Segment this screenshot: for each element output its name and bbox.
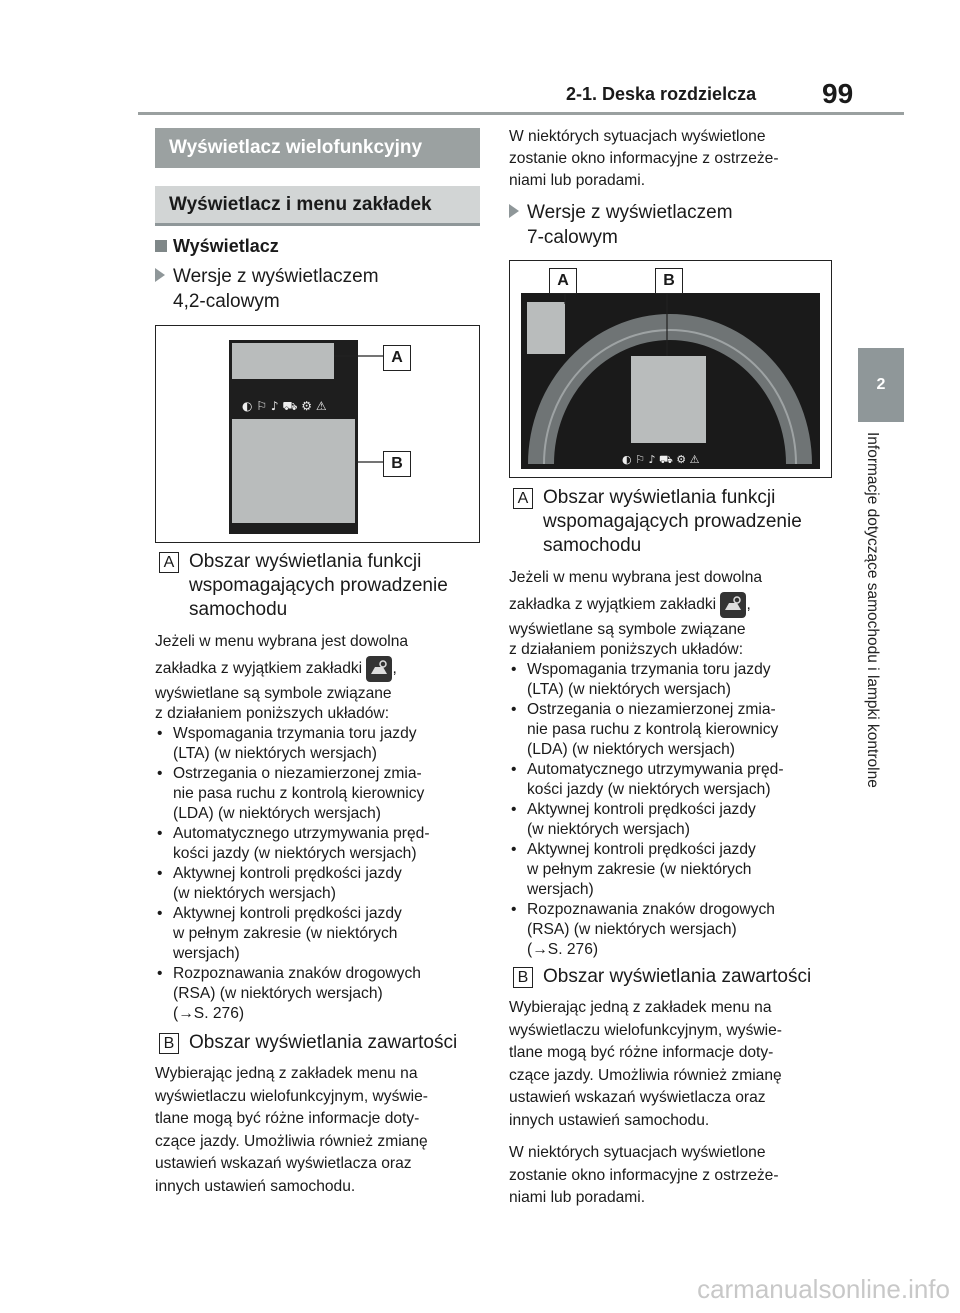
triangle-bullet-icon <box>155 268 165 282</box>
page-number: 99 <box>822 78 854 109</box>
callout-b: B <box>383 451 411 477</box>
list-item: • Aktywnej kontroli prędkości jazdy (w niektórych wersjach) <box>155 864 485 904</box>
figure-display-42 <box>155 325 480 543</box>
list-item: • Automatycznego utrzymywania pręd- kości jazdy (w niektórych wersjach) <box>155 824 485 864</box>
section-title-bar: Wyświetlacz wielofunkcyjny <box>155 128 480 168</box>
list-item: • Wspomagania trzymania toru jazdy (LTA) (w niektórych wersjach) <box>155 724 485 764</box>
figure-display-7 <box>509 260 832 478</box>
triangle-bullet-icon <box>509 204 519 218</box>
letter-b-box: B <box>513 967 533 988</box>
letter-b-box: B <box>159 1033 179 1054</box>
watermark-text: carmanualsonline.info <box>697 1274 950 1304</box>
version-heading-42: Wersje z wyświetlaczem 4,2-calowym <box>155 264 379 314</box>
version-heading-7: Wersje z wyświetlaczem 7-calowym <box>509 200 733 250</box>
square-bullet-icon <box>155 240 167 252</box>
systems-list <box>155 724 485 1024</box>
letter-a-box: A <box>513 488 533 509</box>
svg-text:◐ ⚐ ♪ ⛟ ⚙ ⚠: ◐ ⚐ ♪ ⛟ ⚙ ⚠ <box>242 399 327 413</box>
svg-text:◐ ⚐ ♪ ⛟ ⚙ ⚠: ◐ ⚐ ♪ ⛟ ⚙ ⚠ <box>622 453 700 466</box>
callout-a: A <box>549 268 577 294</box>
list-item: • Rozpoznawania znaków drogowych (RSA) (w niektórych wersjach) (→S. 276) <box>509 900 844 960</box>
letter-a-box: A <box>159 552 179 573</box>
list-item: • Wspomagania trzymania toru jazdy (LTA) (w niektórych wersjach) <box>509 660 844 700</box>
chapter-tab: 2 <box>858 348 904 422</box>
intro-paragraph: W niektórych sytuacjach wyświetlone zostanie okno informacyjne z ostrzeże- niami lub poradami. <box>509 128 779 189</box>
item-a-right: A Obszar wyświetlania funkcji wspomagających prowadzenie samochodu Jeżeli w menu wybrana jest dowolna zakładka z wyjątkiem zakładki , wyświetlane są symbole związane z działaniem poniższych układów: • Wspomagania trzymania toru jazdy (LTA) (w niektórych wersjach) • Ostrzegania o niezamierzonej zmia- nie pasa ruchu z kontrolą kierownicy (LDA) (w niektórych wersjach) • Automatycznego utrzymywania pręd- kości jazdy (w niektórych wersjach) • Aktywnej kontroli prędkości jazdy (w niektórych wersjach) • Aktywnej kontroli prędkości jazdy w pełnym zakresie (w niektórych wersjach) • Rozpoznawania znaków drogowych (RSA) (w niektórych wersjach) (→S. 276) <box>509 486 844 960</box>
list-item: • Rozpoznawania znaków drogowych (RSA) (w niektórych wersjach) (→S. 276) <box>155 964 485 1024</box>
driving-assist-tab-icon <box>366 656 392 682</box>
display-42-illustration <box>156 326 478 541</box>
list-item: • Ostrzegania o niezamierzonej zmia- nie pasa ruchu z kontrolą kierownicy (LDA) (w niektórych wersjach) <box>509 700 844 760</box>
driving-assist-tab-icon <box>720 592 746 618</box>
list-item: • Aktywnej kontroli prędkości jazdy w pełnym zakresie (w niektórych wersjach) <box>155 904 485 964</box>
item-b-right: B Obszar wyświetlania zawartości Wybierając jedną z zakładek menu na wyświetlaczu wielofunkcyjnym, wyświe- tlane mogą być różne informacje doty- czące jazdy. Umożliwia również zmianę ustawień wskazań wyświetlacza oraz innych ustawień samochodu. W niektórych sytuacjach wyświetlone zostanie okno informacyjne z ostrzeże- niami lub poradami. <box>509 966 812 1206</box>
section-header-title: 2-1. Deska rozdzielcza <box>566 84 757 104</box>
display-heading: Wyświetlacz <box>155 236 279 257</box>
header-rule <box>138 112 904 115</box>
callout-b: B <box>655 268 683 294</box>
systems-list <box>509 660 844 960</box>
item-a-left: A Obszar wyświetlania funkcji wspomagających prowadzenie samochodu Jeżeli w menu wybrana jest dowolna zakładka z wyjątkiem zakładki , wyświetlane są symbole związane z działaniem poniższych układów: • Wspomagania trzymania toru jazdy (LTA) (w niektórych wersjach) • Ostrzegania o niezamierzonej zmia- nie pasa ruchu z kontrolą kierownicy (LDA) (w niektórych wersjach) • Automatycznego utrzymywania pręd- kości jazdy (w niektórych wersjach) • Aktywnej kontroli prędkości jazdy (w niektórych wersjach) • Aktywnej kontroli prędkości jazdy w pełnym zakresie (w niektórych wersjach) • Rozpoznawania znaków drogowych (RSA) (w niektórych wersjach) (→S. 276) <box>155 550 485 1024</box>
list-item: • Ostrzegania o niezamierzonej zmia- nie pasa ruchu z kontrolą kierownicy (LDA) (w niektórych wersjach) <box>155 764 485 824</box>
chapter-side-label: Informacje dotyczące samochodu i lampki kontrolne <box>864 432 881 788</box>
list-item: • Automatycznego utrzymywania pręd- kości jazdy (w niektórych wersjach) <box>509 760 844 800</box>
subsection-title-bar: Wyświetlacz i menu zakładek <box>155 186 480 226</box>
list-item: • Aktywnej kontroli prędkości jazdy w pełnym zakresie (w niektórych wersjach) <box>509 840 844 900</box>
callout-a: A <box>383 345 411 371</box>
item-b-left: B Obszar wyświetlania zawartości Wybierając jedną z zakładek menu na wyświetlaczu wielofunkcyjnym, wyświe- tlane mogą być różne informacje doty- czące jazdy. Umożliwia również zmianę ustawień wskazań wyświetlacza oraz innych ustawień samochodu. <box>155 1032 458 1195</box>
list-item: • Aktywnej kontroli prędkości jazdy (w niektórych wersjach) <box>509 800 844 840</box>
